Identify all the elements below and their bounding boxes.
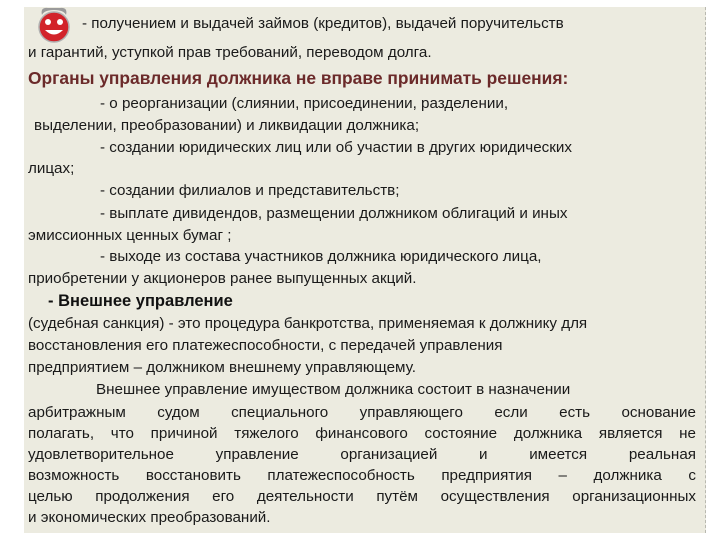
text-line: лицах;	[28, 160, 75, 177]
text-line: приобретении у акционеров ранее выпущенных акций.	[28, 270, 417, 287]
text-line: эмиссионных ценных бумаг ;	[28, 227, 232, 244]
text-line: - получением и выдачей займов (кредитов), выдачей поручительств	[82, 15, 564, 32]
text-line: - создании филиалов и представительств;	[100, 182, 400, 199]
paragraph-line: удовлетворительное управление организацией и имеется реальная	[28, 446, 696, 463]
text-line: предприятием – должником внешнему управляющему.	[28, 359, 416, 376]
text-line: (судебная санкция) - это процедура банкротства, применяемая к должнику для	[28, 315, 588, 332]
paragraph-line: возможность восстановить платежеспособность предприятия – должника с	[28, 467, 696, 484]
paragraph-line: и экономических преобразований.	[28, 509, 271, 526]
paragraph-line: целью продолжения его деятельности путём осуществления организационных	[28, 488, 696, 505]
smiley-logo-icon	[36, 5, 72, 45]
text-line: и гарантий, уступкой прав требований, переводом долга.	[28, 44, 432, 61]
paragraph-line: Внешнее управление имуществом должника состоит в назначении	[96, 381, 571, 398]
paragraph-line: арбитражным судом специального управляющего если есть основание	[28, 404, 696, 421]
text-line: - о реорганизации (слиянии, присоединении, разделении,	[100, 95, 509, 112]
text-line: восстановления его платежеспособности, с передачей управления	[28, 337, 503, 354]
text-line: - выплате дивидендов, размещении должником облигаций и иных	[100, 205, 568, 222]
text-line: выделении, преобразовании) и ликвидации должника;	[34, 117, 420, 134]
subheading: - Внешнее управление	[48, 292, 233, 310]
paragraph-line: полагать, что причиной тяжелого финансового состояние должника является не	[28, 425, 696, 442]
text-line: - создании юридических лиц или об участии в других юридических	[100, 139, 572, 156]
text-line: - выходе из состава участников должника юридического лица,	[100, 248, 542, 265]
section-heading: Органы управления должника не вправе принимать решения:	[28, 68, 569, 88]
